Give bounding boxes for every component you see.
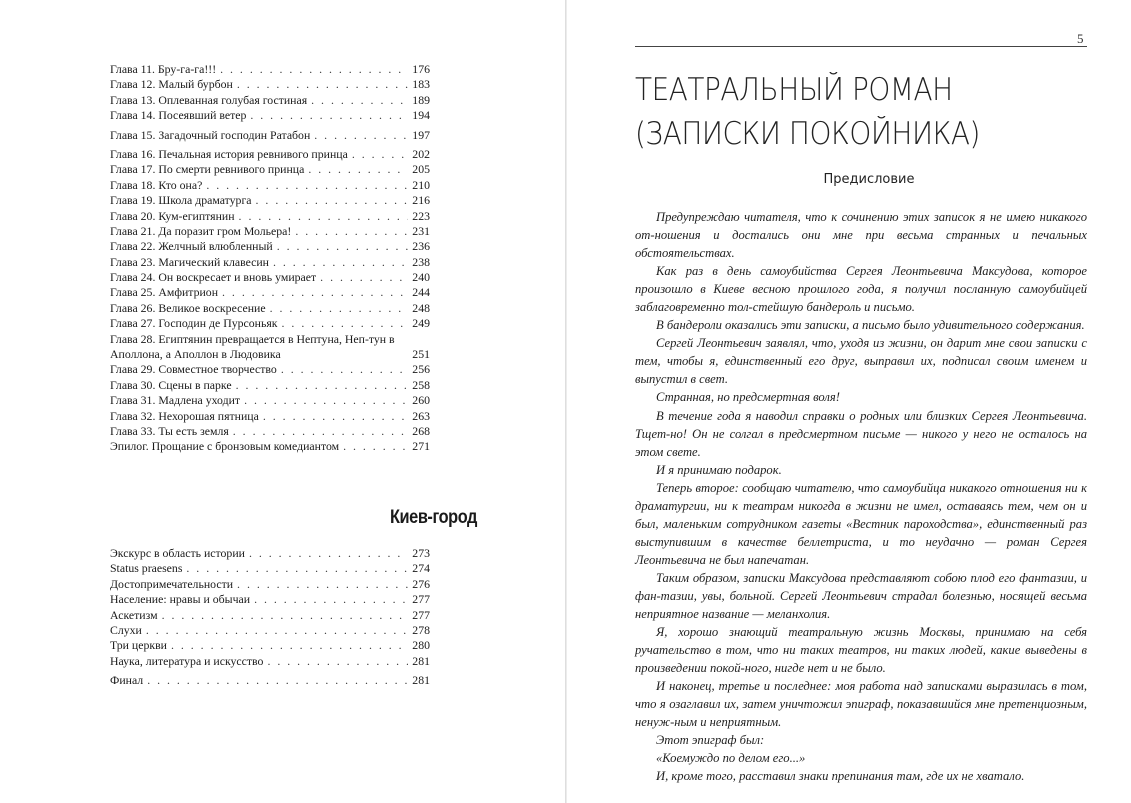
- leader-dots: [216, 62, 408, 77]
- toc-entry: Глава 32. Нехорошая пятница . . . 263: [110, 409, 430, 424]
- leader-dots: [143, 673, 408, 688]
- leader-dots: [233, 577, 408, 592]
- toc-entry: Три церкви . . . 280: [110, 638, 430, 653]
- toc-entry: Глава 26. Великое воскресение . . . 248: [110, 301, 430, 316]
- section-heading: Киев-город: [390, 507, 477, 528]
- leader-dots: [235, 209, 408, 224]
- paragraph: «Коемуждо по делом его...»: [656, 751, 806, 766]
- toc-entry: Status praesens . . . 274: [110, 561, 430, 576]
- leader-dots: [307, 93, 408, 108]
- toc-entry: Глава 21. Да поразит гром Мольера! . . . 231: [110, 224, 430, 239]
- toc-entry: Глава 23. Магический клавесин . . . 238: [110, 255, 430, 270]
- book-subtitle-line: (ЗАПИСКИ ПОКОЙНИКА): [635, 116, 980, 152]
- leader-dots: [339, 439, 408, 454]
- toc-entry: Глава 33. Ты есть земля . . . 268: [110, 424, 430, 439]
- toc-entry: Глава 24. Он воскресает и вновь умирает . . . 240: [110, 270, 430, 285]
- paragraph: Странная, но предсмертная воля!: [656, 390, 840, 405]
- paragraph: Таким образом, записки Максудова представляют собою плод его фантазии, и фан-тазии, увы, больной. Сергей Леонтьевич страдал болезнью, носящей весьма неприятное название — меланхолия.: [635, 570, 1087, 622]
- leader-dots: [266, 301, 408, 316]
- toc-entry: Глава 22. Желчный влюбленный . . . 236: [110, 239, 430, 254]
- paragraph: Как раз в день самоубийства Сергея Леонтьевича Максудова, которое произошло в Киеве весною прошлого года, я получил посланную самоубийцей заблаговременно тол-стейшую бандероль и письмо.: [635, 264, 1087, 315]
- leader-dots: [310, 128, 408, 143]
- toc-entry: Глава 17. По смерти ревнивого принца . . . 205: [110, 162, 430, 177]
- leader-dots: [304, 162, 408, 177]
- leader-dots: [278, 316, 408, 331]
- paragraph: Я, хорошо знающий театральную жизнь Москвы, принимаю на себя ручательство в том, что ни таких театров, ни таких людей, какие выведены в произведении покой-ного, нигде нет и не было.: [635, 625, 1087, 676]
- book-title: [635, 68, 1115, 156]
- left-page: [0, 0, 565, 803]
- leader-dots: [263, 654, 408, 669]
- leader-dots: [202, 178, 408, 193]
- leader-dots: [250, 592, 408, 607]
- leader-dots: [348, 147, 408, 162]
- leader-dots: [218, 285, 408, 300]
- paragraph: В бандероли оказались эти записки, а письмо было удивительного содержания.: [656, 318, 1085, 333]
- leader-dots: [245, 546, 408, 561]
- toc-entry: Глава 11. Бру-га-га!!! . . . 176: [110, 62, 430, 77]
- leader-dots: [167, 638, 408, 653]
- toc-entry: Глава 27. Господин де Пурсоньяк . . . 249: [110, 316, 430, 331]
- table-of-contents: [110, 62, 430, 455]
- paragraph: Сергей Леонтьевич заявлял, что, уходя из жизни, он дарит мне свои записки с тем, чтобы я, единственный его друг, выправил их, подписал своим именем и выпустил в свет.: [635, 336, 1087, 387]
- toc-entry: Глава 25. Амфитрион . . . 244: [110, 285, 430, 300]
- leader-dots: [182, 561, 408, 576]
- leader-dots: [233, 77, 408, 92]
- paragraph: И я принимаю подарок.: [656, 462, 782, 477]
- leader-dots: [277, 362, 408, 377]
- toc-entry: Глава 29. Совместное творчество . . . 256: [110, 362, 430, 377]
- paragraph: И, кроме того, расставил знаки препинания там, где их не хватало.: [656, 769, 1025, 784]
- toc-entry: Глава 30. Сцены в парке . . . 258: [110, 378, 430, 393]
- section-table-of-contents: [110, 546, 430, 689]
- toc-entry: Наука, литература и искусство . . . 281: [110, 654, 430, 669]
- toc-entry: Глава 16. Печальная история ревнивого принца . . . 202: [110, 147, 430, 162]
- book-title-line: ТЕАТРАЛЬНЫЙ РОМАН: [635, 72, 953, 108]
- toc-entry: Глава 15. Загадочный господин Ратабон . . . 197: [110, 128, 430, 143]
- toc-entry: Финал . . . 281: [110, 673, 430, 688]
- toc-entry: Глава 12. Малый бурбон . . . 183: [110, 77, 430, 92]
- leader-dots: [291, 224, 408, 239]
- page-number: 5: [1077, 31, 1084, 46]
- toc-entry: Глава 13. Оплеванная голубая гостиная . . . 189: [110, 93, 430, 108]
- toc-entry: Глава 14. Посеявший ветер . . . 194: [110, 108, 430, 123]
- paragraph: И наконец, третье и последнее: моя работа над записками выразилась в том, что я озаглавил их, затем уничтожил эпиграф, показавшийся мне претенциозным, ненуж-ным и неприятным.: [635, 679, 1087, 730]
- toc-entry: Эпилог. Прощание с бронзовым комедиантом . . . 271: [110, 439, 430, 454]
- right-page: [567, 0, 1131, 803]
- toc-entry: Слухи . . . 278: [110, 623, 430, 638]
- header-rule: [635, 46, 1087, 47]
- toc-entry: Глава 20. Кум-египтянин . . . 223: [110, 209, 430, 224]
- leader-dots: [142, 623, 408, 638]
- leader-dots: [259, 409, 408, 424]
- leader-dots: [316, 270, 408, 285]
- leader-dots: [229, 424, 408, 439]
- leader-dots: [158, 608, 408, 623]
- paragraph: В течение года я наводил справки о родных или близких Сергея Леонтьевича. Тщет-но! Он не солгал в предсмертном письме — никого у него не осталось на этом свете.: [635, 408, 1087, 459]
- leader-dots: [269, 255, 408, 270]
- toc-entry: Глава 28. Египтянин превращается в Нептуна, Неп-тун в Аполлона, а Аполлон в Людовика 251: [110, 331, 430, 362]
- paragraph: Предупреждаю читателя, что к сочинению этих записок я не имею никакого от-ношения и достались они мне при весьма странных и печальных обстоятельствах.: [635, 210, 1087, 261]
- toc-entry: Аскетизм . . . 277: [110, 608, 430, 623]
- toc-entry: Глава 31. Мадлена уходит . . . 260: [110, 393, 430, 408]
- toc-entry: Население: нравы и обычаи . . . 277: [110, 592, 430, 607]
- preface-heading: Предисловие: [823, 172, 915, 187]
- toc-entry: Глава 19. Школа драматурга . . . 216: [110, 193, 430, 208]
- toc-entry: Достопримечательности . . . 276: [110, 577, 430, 592]
- paragraph: Этот эпиграф был:: [656, 733, 765, 748]
- preface-body: [635, 208, 1087, 786]
- leader-dots: [232, 378, 408, 393]
- toc-entry: Экскурс в область истории . . . 273: [110, 546, 430, 561]
- leader-dots: [273, 239, 408, 254]
- leader-dots: [252, 193, 408, 208]
- toc-entry: Глава 18. Кто она? . . . 210: [110, 178, 430, 193]
- leader-dots: [246, 108, 408, 123]
- paragraph: Теперь второе: сообщаю читателю, что самоубийца никакого отношения ни к драматургии, ни к театрам никогда в жизни не имел, оставаясь тем, чем он и был, маленьким сотрудником газеты «Вестник пароходства», единственный раз выступившим в качестве беллетриста, и то неудачно — роман Сергея Леонтьевича не был напечатан.: [635, 480, 1087, 567]
- leader-dots: [240, 393, 408, 408]
